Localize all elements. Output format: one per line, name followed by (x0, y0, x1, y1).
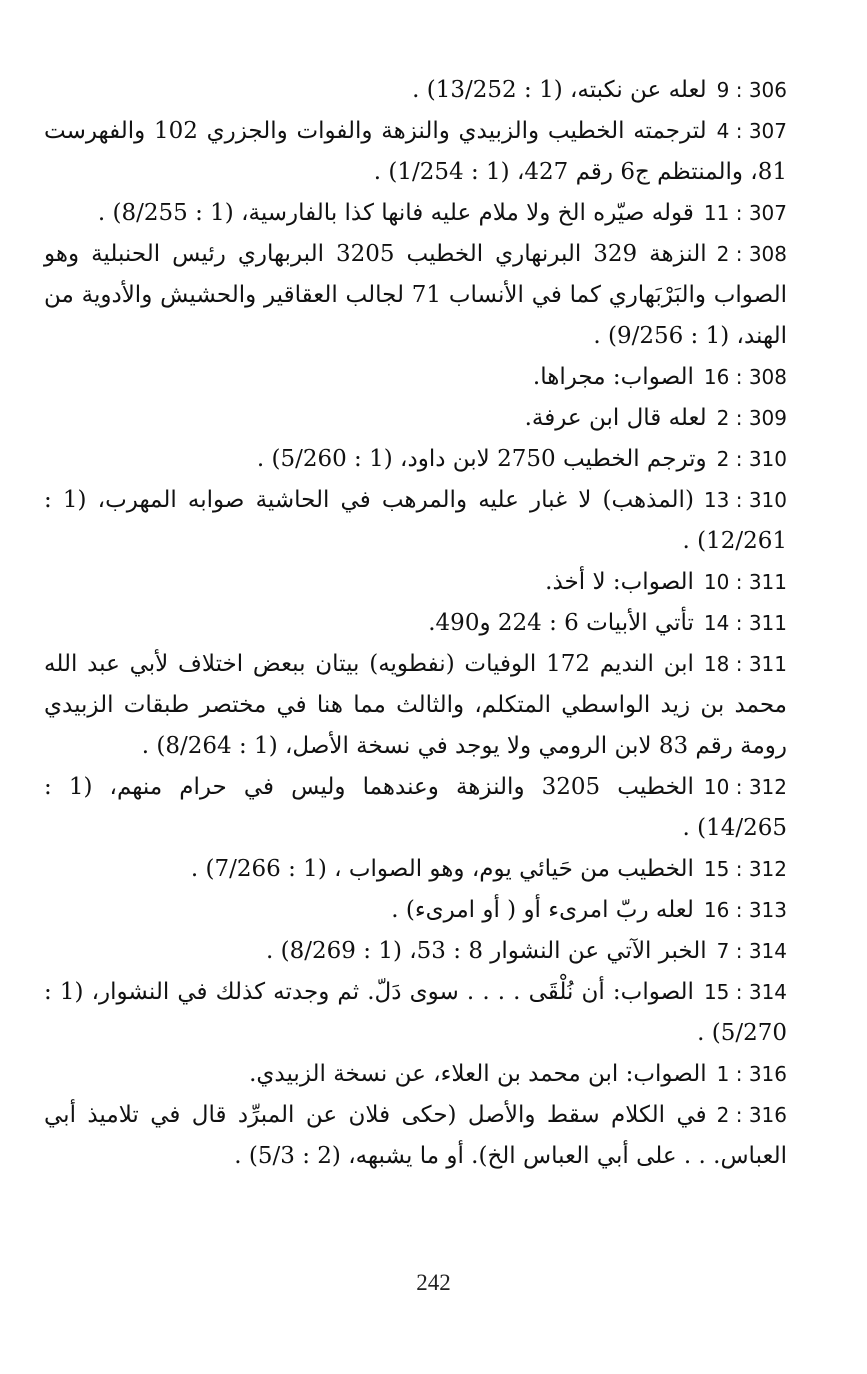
note-entry (44, 1054, 787, 1095)
note-text: قوله صيّره الخ ولا ملام عليه فانها كذا بالفارسية، (1 : 8/255) . (97, 200, 694, 226)
note-reference: 16 : 308 (703, 365, 787, 389)
note-reference: 2 : 309 (716, 406, 787, 430)
note-reference: 2 : 310 (716, 447, 787, 471)
notes-list (44, 70, 787, 1177)
note-entry (44, 357, 787, 398)
note-entry (44, 644, 787, 767)
note-text: (المذهب) لا غبار عليه والمرهب في الحاشية صوابه المهرب، (1 : 12/261) . (44, 487, 787, 554)
note-entry (44, 603, 787, 644)
note-text: الصواب: ابن محمد بن العلاء، عن نسخة الزبيدي. (249, 1061, 707, 1087)
note-reference: 15 : 312 (703, 857, 787, 881)
note-entry (44, 439, 787, 480)
note-entry (44, 931, 787, 972)
note-reference: 2 : 308 (716, 242, 788, 266)
note-text: لعله عن نكبته، (1 : 13/252) . (412, 77, 707, 103)
note-entry (44, 849, 787, 890)
note-entry (44, 562, 787, 603)
note-reference: 10 : 312 (703, 775, 787, 799)
note-text: الخبر الآتي عن النشوار 8 : 53، (1 : 8/269) . (266, 938, 707, 964)
note-text: لترجمته الخطيب والزبيدي والنزهة والفوات والجزري 102 والفهرست 81، والمنتظم ج6 رقم 427، (1 : 1/254) . (44, 118, 787, 185)
note-reference: 16 : 313 (703, 898, 787, 922)
note-reference: 10 : 311 (703, 570, 787, 594)
note-entry (44, 398, 787, 439)
note-text: الصواب: مجراها. (532, 364, 694, 390)
note-reference: 14 : 311 (703, 611, 787, 635)
note-reference: 13 : 310 (703, 488, 787, 512)
note-reference: 15 : 314 (703, 980, 788, 1004)
note-entry (44, 767, 787, 849)
note-reference: 7 : 314 (716, 939, 787, 963)
note-text: وترجم الخطيب 2750 لابن داود، (1 : 5/260) . (256, 446, 707, 472)
note-text: الخطيب من حَيائي يوم، وهو الصواب ، (1 : 7/266) . (190, 856, 694, 882)
note-reference: 11 : 307 (703, 201, 787, 225)
note-text: لعله قال ابن عرفة. (524, 405, 707, 431)
note-entry (44, 890, 787, 931)
note-reference: 1 : 316 (716, 1062, 787, 1086)
note-text: تأتي الأبيات 6 : 224 و490. (428, 610, 694, 636)
note-text: لعله ربّ امرىء أو ( أو امرىء) . (391, 897, 694, 923)
note-reference: 2 : 316 (716, 1103, 787, 1127)
note-entry (44, 1095, 787, 1177)
note-text: الصواب: أن نُلْقَى . . . . سوى دَلّ. ثم وجدته كذلك في النشوار، (1 : 5/270) . (44, 979, 787, 1046)
note-entry (44, 480, 787, 562)
note-entry (44, 193, 787, 234)
note-entry (44, 972, 787, 1054)
note-reference: 4 : 307 (716, 119, 787, 143)
note-entry (44, 70, 787, 111)
note-text: الخطيب 3205 والنزهة وعندهما وليس في حرام منهم، (1 : 14/265) . (44, 774, 787, 841)
note-text: النزهة 329 البرنهاري الخطيب 3205 البربهاري رئيس الحنبلية وهو الصواب والبَرْبَهاري كما في الأنساب 71 لجالب العقاقير والحشيش والأدوية من الهند، (1 : 9/256) . (44, 241, 787, 349)
note-entry (44, 111, 787, 193)
page-number: 242 (416, 1270, 451, 1295)
note-text: الصواب: لا أخذ. (545, 569, 694, 595)
note-text: في الكلام سقط والأصل (حكى فلان عن المبرِّد قال في تلاميذ أبي العباس. . . على أبي العباس الخ). أو ما يشبهه، (2 : 5/3) . (44, 1102, 787, 1169)
note-reference: 18 : 311 (703, 652, 787, 676)
note-text: ابن النديم 172 الوفيات (نفطويه) بيتان ببعض اختلاف لأبي عبد الله محمد بن زيد الواسطي المتكلم، والثالث مما هنا في مختصر طبقات الزبيدي رومة رقم 83 لابن الرومي ولا يوجد في نسخة الأصل، (1 : 8/264) . (44, 651, 787, 759)
note-reference: 9 : 306 (716, 78, 787, 102)
note-entry (44, 234, 787, 357)
